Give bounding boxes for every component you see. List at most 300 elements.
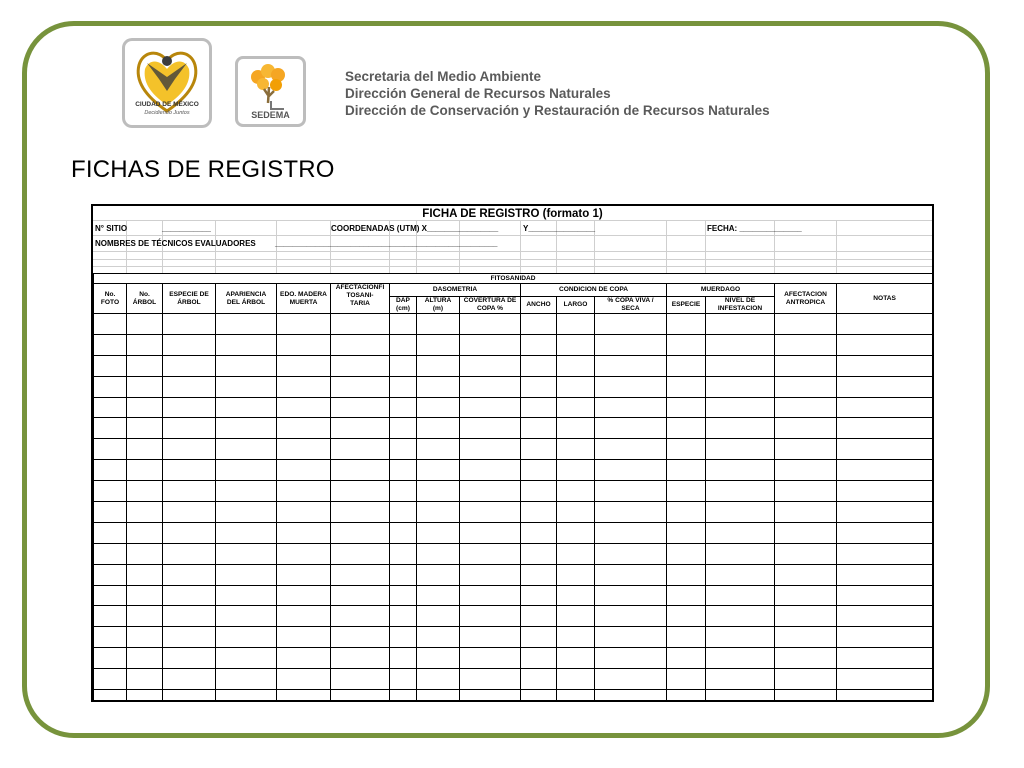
table-cell[interactable] <box>557 418 595 439</box>
table-cell[interactable] <box>521 314 557 335</box>
table-cell[interactable] <box>557 439 595 460</box>
table-cell[interactable] <box>706 439 775 460</box>
table-cell[interactable] <box>216 585 277 606</box>
table-cell[interactable] <box>460 606 521 627</box>
table-cell[interactable] <box>331 564 390 585</box>
table-cell[interactable] <box>667 522 706 543</box>
table-cell[interactable] <box>460 585 521 606</box>
table-cell[interactable] <box>331 314 390 335</box>
table-cell[interactable] <box>595 606 667 627</box>
table-cell[interactable] <box>417 439 460 460</box>
table-cell[interactable] <box>775 439 837 460</box>
table-cell[interactable] <box>417 355 460 376</box>
table-cell[interactable] <box>390 669 417 690</box>
table-cell[interactable] <box>460 543 521 564</box>
table-cell[interactable] <box>706 314 775 335</box>
table-cell[interactable] <box>775 585 837 606</box>
table-cell[interactable] <box>460 502 521 523</box>
table-cell[interactable] <box>837 397 933 418</box>
table-cell[interactable] <box>390 460 417 481</box>
table-cell[interactable] <box>216 522 277 543</box>
table-cell[interactable] <box>94 585 127 606</box>
table-cell[interactable] <box>127 334 163 355</box>
table-cell[interactable] <box>775 669 837 690</box>
table-cell[interactable] <box>837 439 933 460</box>
table-cell[interactable] <box>837 669 933 690</box>
table-cell[interactable] <box>595 397 667 418</box>
table-cell[interactable] <box>706 543 775 564</box>
table-cell[interactable] <box>595 648 667 669</box>
table-cell[interactable] <box>390 355 417 376</box>
table-cell[interactable] <box>94 314 127 335</box>
table-cell[interactable] <box>216 690 277 702</box>
table-cell[interactable] <box>595 502 667 523</box>
table-cell[interactable] <box>557 522 595 543</box>
table-cell[interactable] <box>706 334 775 355</box>
table-cell[interactable] <box>460 376 521 397</box>
table-cell[interactable] <box>460 481 521 502</box>
table-cell[interactable] <box>521 481 557 502</box>
table-cell[interactable] <box>557 334 595 355</box>
table-cell[interactable] <box>521 627 557 648</box>
table-cell[interactable] <box>667 334 706 355</box>
table-cell[interactable] <box>595 543 667 564</box>
table-cell[interactable] <box>837 418 933 439</box>
table-cell[interactable] <box>706 460 775 481</box>
table-cell[interactable] <box>837 355 933 376</box>
table-cell[interactable] <box>706 397 775 418</box>
table-cell[interactable] <box>521 606 557 627</box>
table-cell[interactable] <box>417 334 460 355</box>
table-cell[interactable] <box>595 439 667 460</box>
table-cell[interactable] <box>163 543 216 564</box>
table-cell[interactable] <box>390 522 417 543</box>
table-cell[interactable] <box>837 543 933 564</box>
table-cell[interactable] <box>216 376 277 397</box>
table-cell[interactable] <box>667 314 706 335</box>
table-cell[interactable] <box>94 690 127 702</box>
table-cell[interactable] <box>417 648 460 669</box>
table-cell[interactable] <box>417 585 460 606</box>
table-cell[interactable] <box>667 376 706 397</box>
table-cell[interactable] <box>277 355 331 376</box>
table-cell[interactable] <box>94 564 127 585</box>
table-cell[interactable] <box>521 585 557 606</box>
table-cell[interactable] <box>595 564 667 585</box>
table-cell[interactable] <box>216 460 277 481</box>
table-cell[interactable] <box>216 334 277 355</box>
table-cell[interactable] <box>277 334 331 355</box>
table-cell[interactable] <box>127 564 163 585</box>
table-cell[interactable] <box>460 690 521 702</box>
table-cell[interactable] <box>595 522 667 543</box>
table-cell[interactable] <box>127 669 163 690</box>
table-cell[interactable] <box>216 355 277 376</box>
table-cell[interactable] <box>390 627 417 648</box>
table-cell[interactable] <box>837 606 933 627</box>
table-cell[interactable] <box>837 648 933 669</box>
table-cell[interactable] <box>775 564 837 585</box>
table-cell[interactable] <box>417 481 460 502</box>
table-cell[interactable] <box>216 418 277 439</box>
table-cell[interactable] <box>127 481 163 502</box>
table-cell[interactable] <box>163 334 216 355</box>
table-cell[interactable] <box>521 439 557 460</box>
table-cell[interactable] <box>706 606 775 627</box>
table-cell[interactable] <box>837 502 933 523</box>
table-cell[interactable] <box>706 376 775 397</box>
table-cell[interactable] <box>277 522 331 543</box>
table-cell[interactable] <box>595 690 667 702</box>
table-cell[interactable] <box>837 481 933 502</box>
table-cell[interactable] <box>277 648 331 669</box>
table-cell[interactable] <box>417 606 460 627</box>
table-cell[interactable] <box>216 564 277 585</box>
table-cell[interactable] <box>460 669 521 690</box>
table-cell[interactable] <box>417 690 460 702</box>
table-cell[interactable] <box>94 460 127 481</box>
table-cell[interactable] <box>837 627 933 648</box>
table-cell[interactable] <box>94 439 127 460</box>
table-cell[interactable] <box>163 397 216 418</box>
table-cell[interactable] <box>331 522 390 543</box>
table-cell[interactable] <box>94 522 127 543</box>
table-cell[interactable] <box>595 585 667 606</box>
table-cell[interactable] <box>417 627 460 648</box>
table-cell[interactable] <box>667 481 706 502</box>
table-cell[interactable] <box>277 397 331 418</box>
table-cell[interactable] <box>557 690 595 702</box>
table-cell[interactable] <box>163 648 216 669</box>
table-cell[interactable] <box>417 543 460 564</box>
table-cell[interactable] <box>595 418 667 439</box>
table-cell[interactable] <box>460 460 521 481</box>
table-cell[interactable] <box>837 564 933 585</box>
table-cell[interactable] <box>521 522 557 543</box>
table-cell[interactable] <box>127 690 163 702</box>
table-cell[interactable] <box>390 397 417 418</box>
table-cell[interactable] <box>331 481 390 502</box>
table-cell[interactable] <box>521 502 557 523</box>
table-cell[interactable] <box>521 376 557 397</box>
table-cell[interactable] <box>706 418 775 439</box>
table-cell[interactable] <box>557 502 595 523</box>
table-cell[interactable] <box>163 522 216 543</box>
table-cell[interactable] <box>521 690 557 702</box>
table-cell[interactable] <box>837 690 933 702</box>
table-cell[interactable] <box>331 543 390 564</box>
table-cell[interactable] <box>667 543 706 564</box>
table-cell[interactable] <box>163 690 216 702</box>
table-cell[interactable] <box>667 355 706 376</box>
table-cell[interactable] <box>706 585 775 606</box>
table-cell[interactable] <box>127 418 163 439</box>
table-cell[interactable] <box>331 648 390 669</box>
table-cell[interactable] <box>460 439 521 460</box>
table-cell[interactable] <box>460 334 521 355</box>
table-cell[interactable] <box>163 418 216 439</box>
table-cell[interactable] <box>127 585 163 606</box>
table-cell[interactable] <box>331 418 390 439</box>
table-cell[interactable] <box>127 502 163 523</box>
table-cell[interactable] <box>521 397 557 418</box>
table-cell[interactable] <box>775 522 837 543</box>
table-cell[interactable] <box>331 460 390 481</box>
table-cell[interactable] <box>460 627 521 648</box>
table-cell[interactable] <box>216 481 277 502</box>
table-cell[interactable] <box>277 627 331 648</box>
table-cell[interactable] <box>331 355 390 376</box>
table-cell[interactable] <box>667 648 706 669</box>
table-cell[interactable] <box>557 397 595 418</box>
table-cell[interactable] <box>277 606 331 627</box>
table-cell[interactable] <box>390 564 417 585</box>
table-cell[interactable] <box>390 606 417 627</box>
table-cell[interactable] <box>94 355 127 376</box>
table-cell[interactable] <box>667 418 706 439</box>
table-cell[interactable] <box>837 334 933 355</box>
table-cell[interactable] <box>277 460 331 481</box>
table-cell[interactable] <box>94 543 127 564</box>
table-cell[interactable] <box>216 543 277 564</box>
table-cell[interactable] <box>277 669 331 690</box>
table-cell[interactable] <box>417 522 460 543</box>
table-cell[interactable] <box>331 606 390 627</box>
table-cell[interactable] <box>557 627 595 648</box>
table-cell[interactable] <box>706 669 775 690</box>
table-cell[interactable] <box>331 585 390 606</box>
table-cell[interactable] <box>775 418 837 439</box>
table-cell[interactable] <box>390 334 417 355</box>
table-cell[interactable] <box>390 314 417 335</box>
table-cell[interactable] <box>127 606 163 627</box>
table-cell[interactable] <box>127 314 163 335</box>
table-cell[interactable] <box>775 397 837 418</box>
table-cell[interactable] <box>775 543 837 564</box>
table-cell[interactable] <box>127 627 163 648</box>
table-cell[interactable] <box>216 648 277 669</box>
table-cell[interactable] <box>667 627 706 648</box>
table-cell[interactable] <box>557 606 595 627</box>
table-cell[interactable] <box>417 669 460 690</box>
table-cell[interactable] <box>94 606 127 627</box>
table-cell[interactable] <box>331 669 390 690</box>
table-cell[interactable] <box>775 481 837 502</box>
table-cell[interactable] <box>521 355 557 376</box>
table-cell[interactable] <box>163 439 216 460</box>
table-cell[interactable] <box>775 627 837 648</box>
table-cell[interactable] <box>331 376 390 397</box>
table-cell[interactable] <box>667 564 706 585</box>
table-cell[interactable] <box>390 439 417 460</box>
table-cell[interactable] <box>216 397 277 418</box>
table-cell[interactable] <box>163 314 216 335</box>
table-cell[interactable] <box>216 502 277 523</box>
table-cell[interactable] <box>775 314 837 335</box>
table-cell[interactable] <box>417 376 460 397</box>
table-cell[interactable] <box>94 648 127 669</box>
table-cell[interactable] <box>521 669 557 690</box>
table-cell[interactable] <box>417 397 460 418</box>
table-cell[interactable] <box>557 585 595 606</box>
table-cell[interactable] <box>163 564 216 585</box>
table-cell[interactable] <box>557 564 595 585</box>
table-cell[interactable] <box>216 669 277 690</box>
table-cell[interactable] <box>775 334 837 355</box>
table-cell[interactable] <box>390 543 417 564</box>
table-cell[interactable] <box>94 627 127 648</box>
table-cell[interactable] <box>127 376 163 397</box>
table-cell[interactable] <box>417 314 460 335</box>
table-cell[interactable] <box>331 502 390 523</box>
table-cell[interactable] <box>216 606 277 627</box>
table-cell[interactable] <box>331 690 390 702</box>
table-cell[interactable] <box>163 481 216 502</box>
table-cell[interactable] <box>595 669 667 690</box>
table-cell[interactable] <box>127 439 163 460</box>
table-cell[interactable] <box>417 564 460 585</box>
table-cell[interactable] <box>127 522 163 543</box>
table-cell[interactable] <box>94 397 127 418</box>
table-cell[interactable] <box>163 585 216 606</box>
table-cell[interactable] <box>94 502 127 523</box>
table-cell[interactable] <box>390 502 417 523</box>
table-cell[interactable] <box>837 460 933 481</box>
table-cell[interactable] <box>667 439 706 460</box>
table-cell[interactable] <box>94 481 127 502</box>
table-cell[interactable] <box>277 439 331 460</box>
table-cell[interactable] <box>277 690 331 702</box>
table-cell[interactable] <box>557 543 595 564</box>
table-cell[interactable] <box>277 481 331 502</box>
table-cell[interactable] <box>775 376 837 397</box>
table-cell[interactable] <box>331 397 390 418</box>
table-cell[interactable] <box>390 690 417 702</box>
table-cell[interactable] <box>706 627 775 648</box>
table-cell[interactable] <box>216 439 277 460</box>
table-cell[interactable] <box>277 585 331 606</box>
table-cell[interactable] <box>127 543 163 564</box>
table-cell[interactable] <box>521 460 557 481</box>
table-cell[interactable] <box>277 502 331 523</box>
table-cell[interactable] <box>417 502 460 523</box>
table-cell[interactable] <box>595 314 667 335</box>
table-cell[interactable] <box>277 543 331 564</box>
table-cell[interactable] <box>706 502 775 523</box>
table-cell[interactable] <box>277 564 331 585</box>
table-cell[interactable] <box>667 502 706 523</box>
table-cell[interactable] <box>775 460 837 481</box>
table-cell[interactable] <box>595 460 667 481</box>
table-cell[interactable] <box>277 418 331 439</box>
table-cell[interactable] <box>595 376 667 397</box>
table-cell[interactable] <box>557 481 595 502</box>
table-cell[interactable] <box>163 669 216 690</box>
table-cell[interactable] <box>595 627 667 648</box>
table-cell[interactable] <box>521 543 557 564</box>
table-cell[interactable] <box>163 355 216 376</box>
table-cell[interactable] <box>331 627 390 648</box>
table-cell[interactable] <box>837 585 933 606</box>
table-cell[interactable] <box>837 522 933 543</box>
table-cell[interactable] <box>557 355 595 376</box>
table-cell[interactable] <box>706 481 775 502</box>
table-cell[interactable] <box>595 481 667 502</box>
table-cell[interactable] <box>163 376 216 397</box>
table-cell[interactable] <box>460 397 521 418</box>
table-cell[interactable] <box>127 355 163 376</box>
table-cell[interactable] <box>521 334 557 355</box>
table-cell[interactable] <box>706 522 775 543</box>
table-cell[interactable] <box>775 502 837 523</box>
table-cell[interactable] <box>667 397 706 418</box>
table-cell[interactable] <box>460 564 521 585</box>
table-cell[interactable] <box>94 334 127 355</box>
table-cell[interactable] <box>331 334 390 355</box>
table-cell[interactable] <box>775 606 837 627</box>
table-cell[interactable] <box>837 376 933 397</box>
table-cell[interactable] <box>667 669 706 690</box>
table-cell[interactable] <box>163 460 216 481</box>
table-cell[interactable] <box>127 397 163 418</box>
table-cell[interactable] <box>775 648 837 669</box>
table-cell[interactable] <box>94 669 127 690</box>
table-cell[interactable] <box>595 355 667 376</box>
table-cell[interactable] <box>557 648 595 669</box>
table-cell[interactable] <box>837 314 933 335</box>
table-cell[interactable] <box>390 418 417 439</box>
table-cell[interactable] <box>94 418 127 439</box>
table-cell[interactable] <box>163 502 216 523</box>
table-cell[interactable] <box>127 460 163 481</box>
table-cell[interactable] <box>390 376 417 397</box>
table-cell[interactable] <box>127 648 163 669</box>
table-cell[interactable] <box>667 606 706 627</box>
table-cell[interactable] <box>667 690 706 702</box>
table-cell[interactable] <box>460 314 521 335</box>
table-cell[interactable] <box>521 648 557 669</box>
table-cell[interactable] <box>706 564 775 585</box>
table-cell[interactable] <box>775 355 837 376</box>
table-cell[interactable] <box>775 690 837 702</box>
table-cell[interactable] <box>557 376 595 397</box>
table-cell[interactable] <box>460 522 521 543</box>
table-cell[interactable] <box>460 355 521 376</box>
table-cell[interactable] <box>163 627 216 648</box>
table-cell[interactable] <box>216 314 277 335</box>
table-cell[interactable] <box>94 376 127 397</box>
table-cell[interactable] <box>390 481 417 502</box>
table-cell[interactable] <box>460 418 521 439</box>
table-cell[interactable] <box>667 460 706 481</box>
table-cell[interactable] <box>460 648 521 669</box>
table-cell[interactable] <box>417 418 460 439</box>
table-cell[interactable] <box>277 314 331 335</box>
table-cell[interactable] <box>557 314 595 335</box>
table-cell[interactable] <box>595 334 667 355</box>
table-cell[interactable] <box>557 669 595 690</box>
table-cell[interactable] <box>277 376 331 397</box>
table-cell[interactable] <box>331 439 390 460</box>
table-cell[interactable] <box>557 460 595 481</box>
table-cell[interactable] <box>706 690 775 702</box>
table-cell[interactable] <box>706 648 775 669</box>
table-cell[interactable] <box>417 460 460 481</box>
table-cell[interactable] <box>163 606 216 627</box>
table-cell[interactable] <box>216 627 277 648</box>
table-cell[interactable] <box>390 648 417 669</box>
table-cell[interactable] <box>706 355 775 376</box>
